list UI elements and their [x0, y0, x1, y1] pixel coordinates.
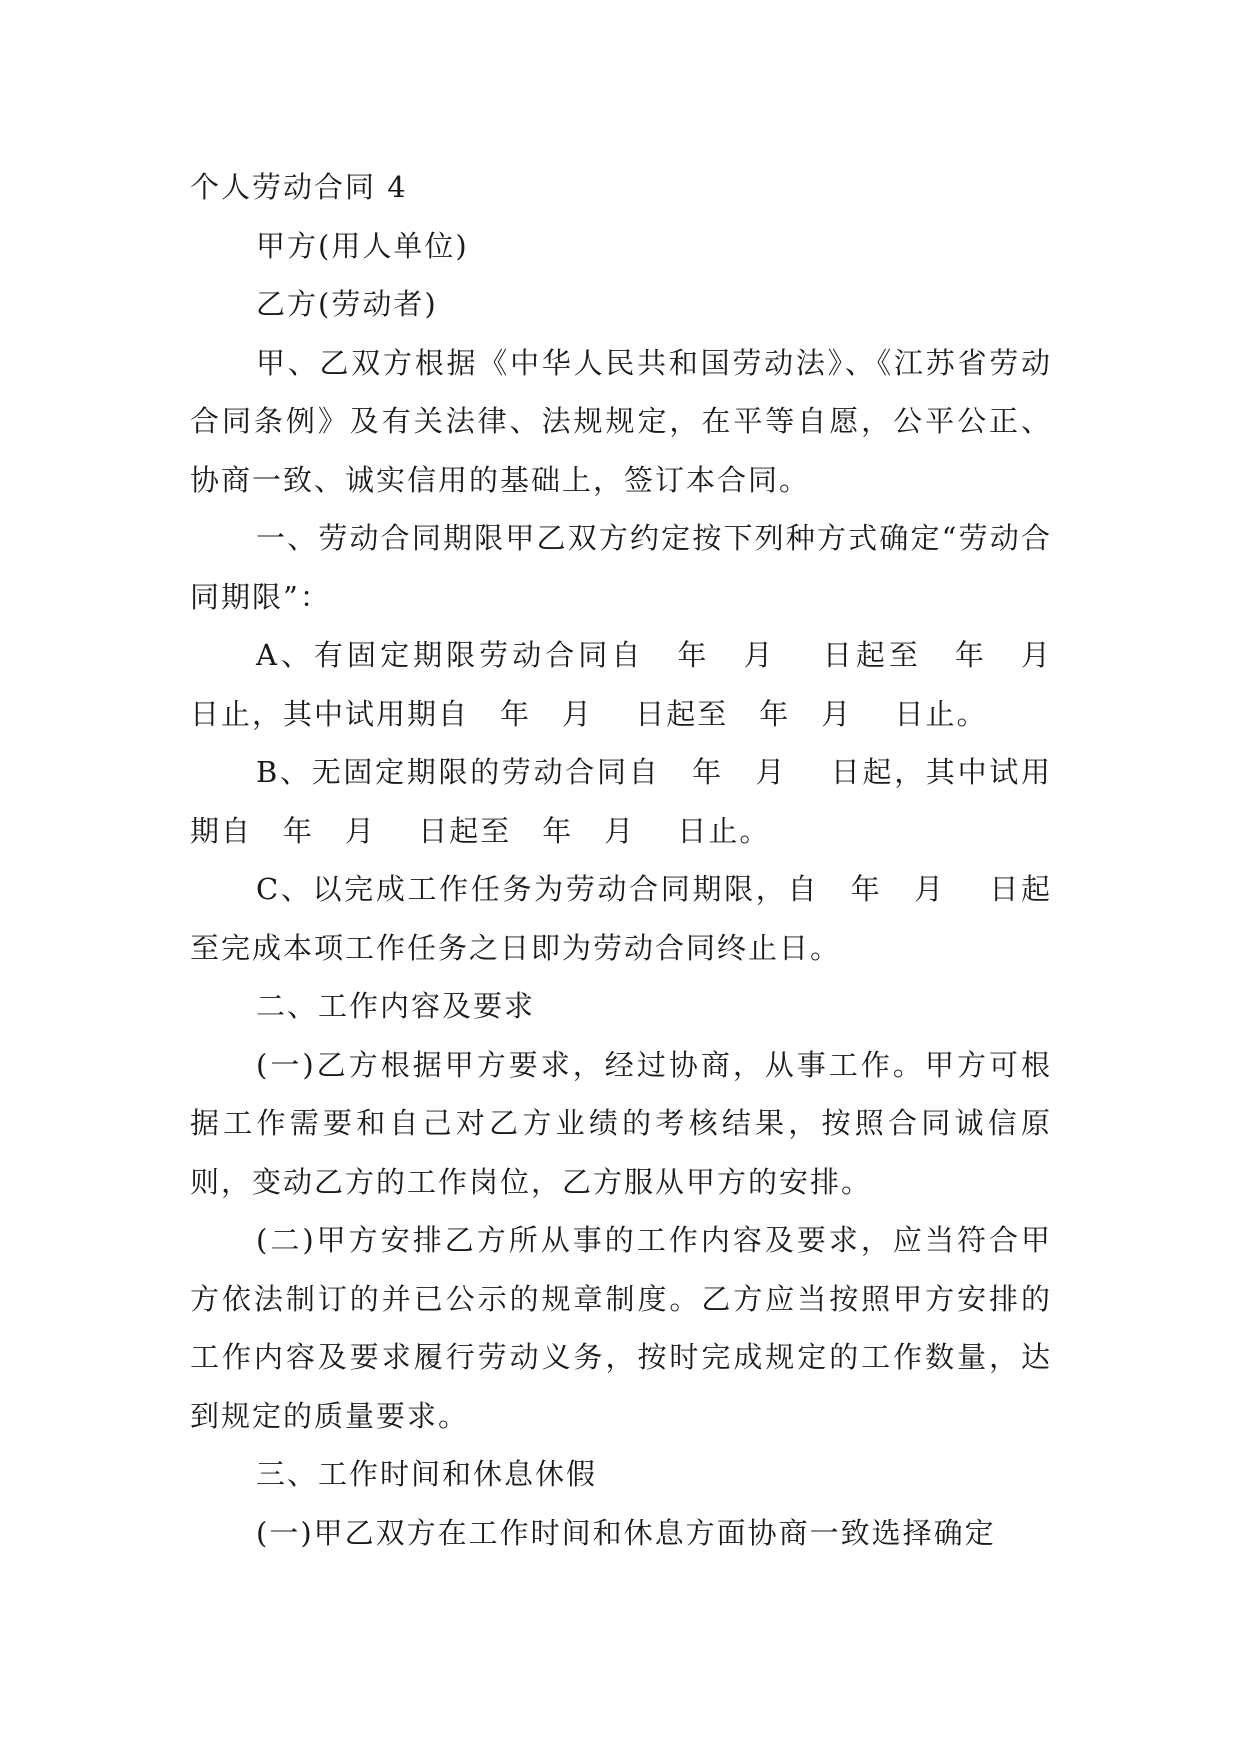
- paragraph-section-1-heading: 一、劳动合同期限甲乙双方约定按下列种方式确定“劳动合同期限”：: [190, 521, 1052, 614]
- paragraph-section-2-item-2: (二)甲方安排乙方所从事的工作内容及要求，应当符合甲方依法制订的并已公示的规章制度。乙方应当按照甲方安排的工作内容及要求履行劳动义务，按时完成规定的工作数量，达到规定的质量要求。: [190, 1223, 1052, 1433]
- paragraph-section-3-heading: 三、工作时间和休息休假: [256, 1457, 598, 1491]
- paragraph-option-a: A、有固定期限劳动合同自 年 月 日起至 年 月 日止，其中试用期自 年 月 日起至 年 月 日止。: [190, 638, 1095, 731]
- paragraph-section-2-item-1: (一)乙方根据甲方要求，经过协商，从事工作。甲方可根据工作需要和自己对乙方业绩的考核结果，按照合同诚信原则，变动乙方的工作岗位，乙方服从甲方的安排。: [190, 1047, 1052, 1199]
- document-title: 个人劳动合同 4: [190, 170, 408, 204]
- paragraph-party-a: 甲方(用人单位): [256, 228, 469, 263]
- paragraph-party-b: 乙方(劳动者): [256, 287, 438, 321]
- paragraph-section-3-item-1: (一)甲乙双方在工作时间和休息方面协商一致选择确定: [256, 1515, 996, 1550]
- paragraph-option-c: C、以完成工作任务为劳动合同期限，自 年 月 日起至完成本项工作任务之日即为劳动合同终止日。: [190, 872, 1052, 965]
- paragraph-section-2-heading: 二、工作内容及要求: [256, 989, 536, 1023]
- document-body: [190, 158, 1095, 1562]
- paragraph-option-b: B、无固定期限的劳动合同自 年 月 日起，其中试用期自 年 月 日起至 年 月 日止。: [190, 755, 1052, 848]
- paragraph-preamble: 甲、乙双方根据《中华人民共和国劳动法》、《江苏省劳动合同条例》及有关法律、法规规定，在平等自愿，公平公正、协商一致、诚实信用的基础上，签订本合同。: [190, 345, 1052, 497]
